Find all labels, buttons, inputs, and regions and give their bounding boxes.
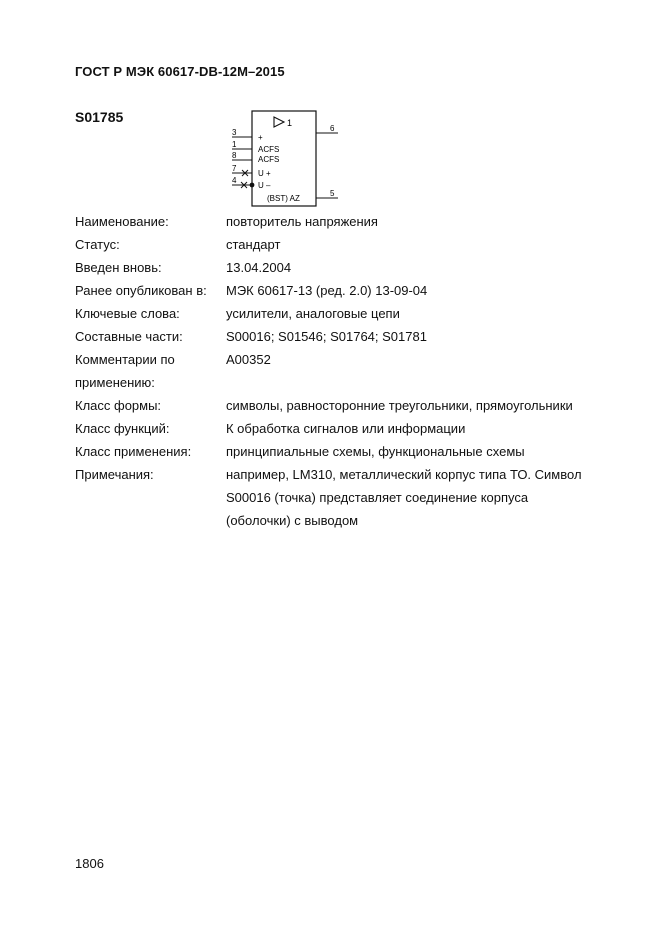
entry-fields <box>75 210 635 532</box>
voltage-follower-symbol <box>226 110 356 210</box>
field-row <box>75 302 635 325</box>
symbol-code: S01785 <box>75 109 124 125</box>
field-value: усилители, аналоговые цепи <box>226 306 400 321</box>
field-row <box>75 463 635 532</box>
field-value: символы, равносторонние треугольники, прямоугольники <box>226 398 573 413</box>
field-row <box>75 371 635 394</box>
field-row <box>75 279 635 302</box>
field-value: К обработка сигналов или информации <box>226 421 466 436</box>
field-row <box>75 417 635 440</box>
pin-8-label: 8 <box>232 151 237 160</box>
field-label: Класс применения: <box>75 444 192 459</box>
document-header: ГОСТ Р МЭК 60617-DB-12M–2015 <box>75 64 285 79</box>
field-value: S00016; S01546; S01764; S01781 <box>226 329 427 344</box>
acfs-label-1: ACFS <box>258 145 280 154</box>
field-label: Примечания: <box>75 467 154 482</box>
field-label: Введен вновь: <box>75 260 162 275</box>
field-row <box>75 348 635 371</box>
acfs-label-2: ACFS <box>258 155 280 164</box>
field-label: Составные части: <box>75 329 183 344</box>
pin-5-label: 5 <box>330 189 335 198</box>
field-row <box>75 440 635 463</box>
case-connection-dot-icon <box>250 183 255 188</box>
pin-6-label: 6 <box>330 124 335 133</box>
field-value: МЭК 60617-13 (ред. 2.0) 13-09-04 <box>226 283 428 298</box>
field-label: Статус: <box>75 237 120 252</box>
pin-7-label: 7 <box>232 164 237 173</box>
field-label: Ранее опубликован в: <box>75 283 207 298</box>
page-number: 1806 <box>75 856 104 871</box>
field-row <box>75 233 635 256</box>
amplifier-triangle-icon <box>274 117 284 127</box>
field-row <box>75 394 635 417</box>
pin-4-label: 4 <box>232 176 237 185</box>
pin-1-label: 1 <box>232 140 237 149</box>
field-row <box>75 210 635 233</box>
field-value: повторитель напряжения <box>226 214 378 229</box>
uminus-label: U – <box>258 181 271 190</box>
field-value: например, LM310, металлический корпус типа ТО. Символ S00016 (точка) представляет соединение корпуса (оболочки) с выводом <box>226 467 582 528</box>
field-label: применению: <box>75 375 155 390</box>
pin-3-label: 3 <box>232 128 237 137</box>
uplus-label: U + <box>258 169 271 178</box>
field-label: Наименование: <box>75 214 169 229</box>
field-label: Класс функций: <box>75 421 170 436</box>
field-value: 13.04.2004 <box>226 260 292 275</box>
field-value: стандарт <box>226 237 281 252</box>
field-value: принципиальные схемы, функциональные схемы <box>226 444 525 459</box>
amp-label: 1 <box>287 118 293 128</box>
bst-az-label: (BST) AZ <box>267 194 300 203</box>
field-label: Комментарии по <box>75 352 175 367</box>
field-row <box>75 256 635 279</box>
field-label: Ключевые слова: <box>75 306 180 321</box>
field-value <box>226 371 635 394</box>
field-row <box>75 325 635 348</box>
field-label: Класс формы: <box>75 398 162 413</box>
field-value: A00352 <box>226 352 271 367</box>
plus-input-label: + <box>258 133 263 142</box>
